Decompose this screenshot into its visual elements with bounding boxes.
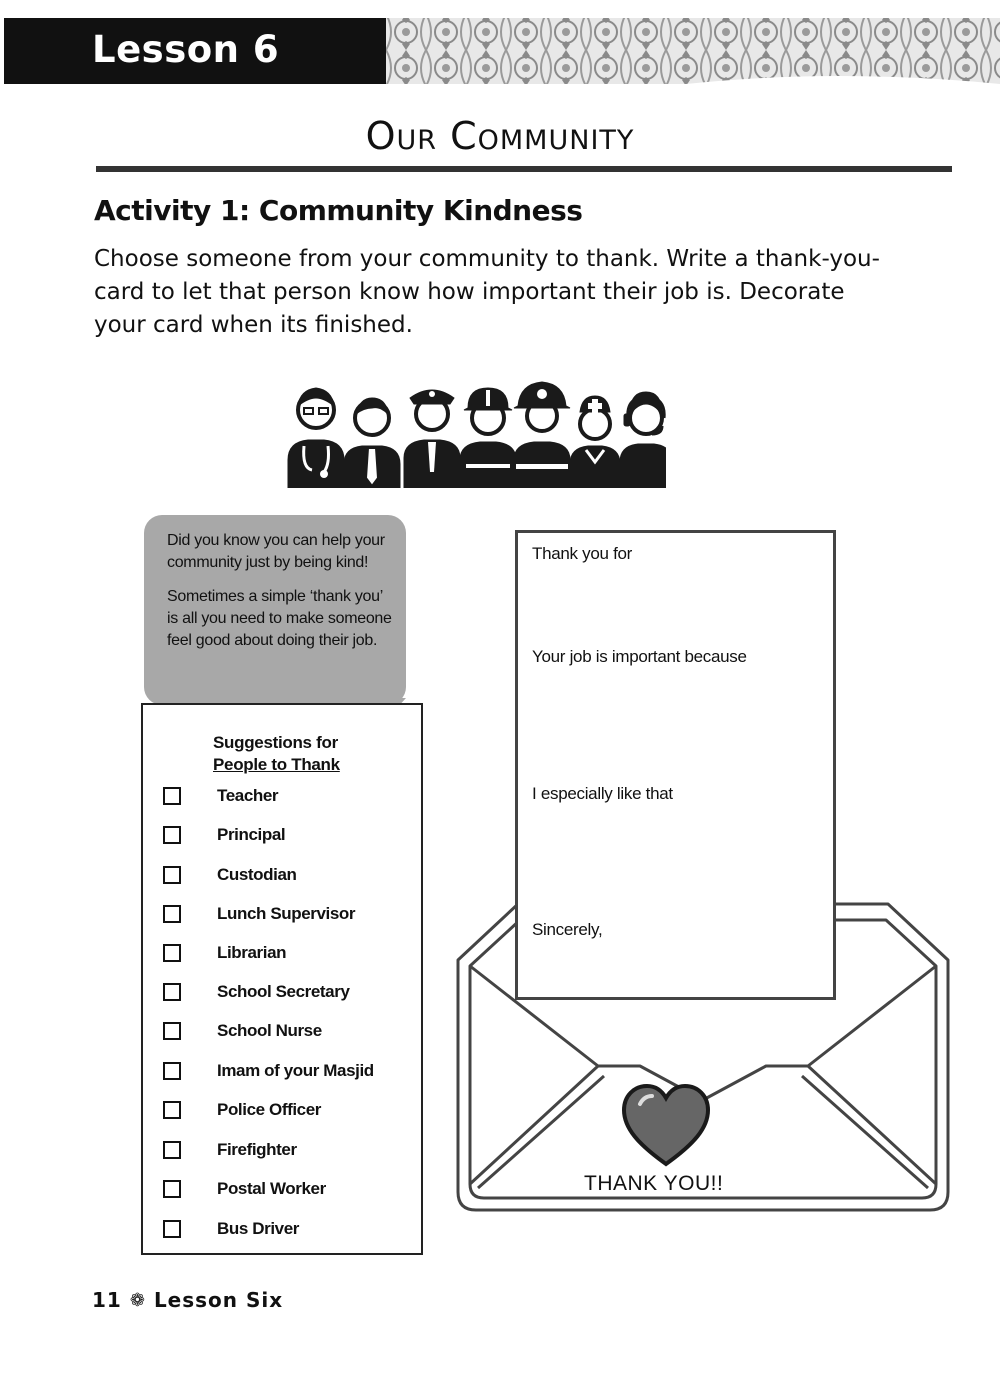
item-label: Librarian xyxy=(217,943,287,962)
suggestions-heading xyxy=(213,732,340,776)
item-label: Firefighter xyxy=(217,1140,297,1159)
speech-bubble-text xyxy=(167,530,393,664)
checkbox[interactable] xyxy=(163,905,181,923)
checkbox[interactable] xyxy=(163,1141,181,1159)
item-label: School Secretary xyxy=(217,982,350,1001)
list-item[interactable] xyxy=(163,1060,374,1082)
list-item[interactable] xyxy=(163,864,297,886)
activity-heading: Activity 1: Community Kindness xyxy=(94,194,583,227)
page-number: 11 xyxy=(92,1288,122,1312)
footer-label: Lesson Six xyxy=(153,1288,284,1312)
checkbox[interactable] xyxy=(163,1220,181,1238)
bubble-paragraph-2: Sometimes a simple ‘thank you’ is all you need to make someone feel good about doing their job. xyxy=(167,588,392,649)
list-item[interactable] xyxy=(163,1139,297,1161)
suggestions-heading-line2: People to Thank xyxy=(213,755,340,774)
list-item[interactable] xyxy=(163,1020,322,1042)
item-label: Postal Worker xyxy=(217,1179,326,1198)
item-label: Teacher xyxy=(217,786,279,805)
list-item[interactable] xyxy=(163,942,286,964)
item-label: Police Officer xyxy=(217,1100,321,1119)
list-item[interactable] xyxy=(163,1218,299,1240)
activity-instructions: Choose someone from your community to thank. Write a thank-you-card to let that person know how important their job is. Decorate your card when its finished. xyxy=(94,246,880,338)
checkbox[interactable] xyxy=(163,826,181,844)
card-line-job-important: Your job is important because xyxy=(532,647,747,666)
lesson-label: Lesson 6 xyxy=(92,28,280,71)
checkbox[interactable] xyxy=(163,983,181,1001)
list-item[interactable] xyxy=(163,824,285,846)
list-item[interactable] xyxy=(163,981,350,1003)
card-line-especially-like: I especially like that xyxy=(532,784,673,803)
checkbox[interactable] xyxy=(163,1101,181,1119)
title-rule xyxy=(96,166,952,172)
checkbox[interactable] xyxy=(163,1180,181,1198)
item-label: Custodian xyxy=(217,865,297,884)
item-label: Lunch Supervisor xyxy=(217,904,356,923)
item-label: School Nurse xyxy=(217,1021,322,1040)
checkbox[interactable] xyxy=(163,944,181,962)
thank-you-text: THANK YOU!! xyxy=(584,1172,724,1195)
list-item[interactable] xyxy=(163,903,355,925)
heart-icon xyxy=(620,1082,712,1168)
checkbox[interactable] xyxy=(163,787,181,805)
item-label: Principal xyxy=(217,825,286,844)
bubble-paragraph-1: Did you know you can help your community just by being kind! xyxy=(167,532,385,571)
item-label: Bus Driver xyxy=(217,1219,299,1238)
list-item[interactable] xyxy=(163,1178,326,1200)
page-title: Our Community xyxy=(365,114,635,158)
card-line-thank-you-for: Thank you for xyxy=(532,544,633,563)
suggestions-heading-line1: Suggestions for xyxy=(213,733,338,752)
list-item[interactable] xyxy=(163,785,278,807)
list-item[interactable] xyxy=(163,1099,321,1121)
item-label: Imam of your Masjid xyxy=(217,1061,374,1080)
community-workers-icon xyxy=(266,376,666,488)
page-footer xyxy=(92,1288,283,1312)
checkbox[interactable] xyxy=(163,1062,181,1080)
checkbox[interactable] xyxy=(163,866,181,884)
flower-icon: ❁ xyxy=(129,1289,146,1311)
card-line-sincerely: Sincerely, xyxy=(532,920,603,939)
ornament-border xyxy=(386,14,1000,88)
checkbox[interactable] xyxy=(163,1022,181,1040)
